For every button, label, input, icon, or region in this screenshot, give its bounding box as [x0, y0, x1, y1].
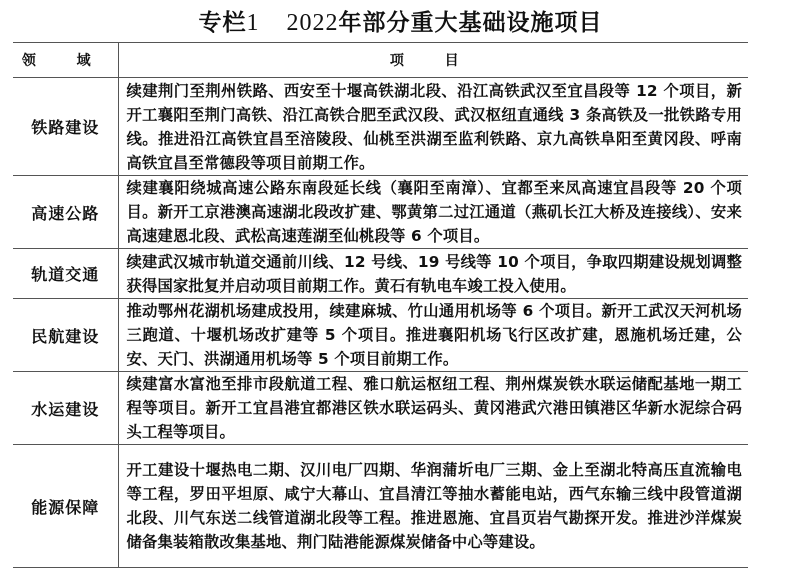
table-header-row — [13, 43, 748, 78]
projects-cell: 续建富水富池至排市段航道工程、雅口航运枢纽工程、荆州煤炭铁水联运储配基地一期工程等项目。新开工宜昌港宜都港区铁水联运码头、黄冈港武穴港田镇港区华新水泥综合码头工程等项目。 — [118, 372, 748, 445]
field-cell: 民航建设 — [13, 299, 118, 372]
title-year: 2022 — [286, 10, 339, 36]
table-row-civil-aviation — [13, 299, 748, 372]
field-cell: 轨道交通 — [13, 249, 118, 299]
field-cell: 铁路建设 — [13, 78, 118, 176]
table-row-rail-transit — [13, 249, 748, 299]
field-cell: 能源保障 — [13, 445, 118, 568]
projects-cell: 续建荆门至荆州铁路、西安至十堰高铁湖北段、沿江高铁武汉至宜昌段等 12 个项目，新开工襄阳至荆门高铁、沿江高铁合肥至武汉段、武汉枢纽直通线 3 条高铁及一批铁路专用线。推进沿江高铁宜昌至涪陵段、仙桃至洪湖至监利铁路、京九高铁阜阳至黄冈段、呼南高铁宜昌至常德段等项目前期工作。 — [118, 78, 748, 176]
title-number: 1 — [246, 10, 260, 36]
infrastructure-projects-table — [13, 42, 748, 568]
projects-cell: 开工建设十堰热电二期、汉川电厂四期、华润蒲圻电厂三期、金上至湖北特高压直流输电等工程，罗田平坦原、咸宁大幕山、宜昌清江等抽水蓄能电站，西气东输三线中段管道湖北段、川气东送二线管道湖北段等工程。推进恩施、宜昌页岩气勘探开发。推进沙洋煤炭储备集装箱散改集基地、荆门陆港能源煤炭储备中心等建设。 — [118, 445, 748, 568]
table-row-water-transport — [13, 372, 748, 445]
header-field: 领 域 — [13, 43, 118, 78]
table-row-highway — [13, 176, 748, 249]
header-projects: 项 目 — [118, 43, 748, 78]
field-cell: 高速公路 — [13, 176, 118, 249]
projects-cell: 推动鄂州花湖机场建成投用，续建麻城、竹山通用机场等 6 个项目。新开工武汉天河机场三跑道、十堰机场改扩建等 5 个项目。推进襄阳机场飞行区改扩建，恩施机场迁建，公安、天门、洪湖通用机场等 5 个项目前期工作。 — [118, 299, 748, 372]
table-row-railway — [13, 78, 748, 176]
title-prefix: 专栏 — [198, 10, 247, 36]
field-cell: 水运建设 — [13, 372, 118, 445]
table-row-energy — [13, 445, 748, 568]
projects-cell: 续建襄阳绕城高速公路东南段延长线（襄阳至南漳）、宜都至来凤高速宜昌段等 20 个项目。新开工京港澳高速湖北段改扩建、鄂黄第二过江通道（燕矶长江大桥及连接线）、安来高速建恩北段、武松高速莲湖至仙桃段等 6 个项目。 — [118, 176, 748, 249]
title-text: 年部分重大基础设施项目 — [338, 10, 603, 36]
page-title — [0, 4, 801, 37]
projects-cell: 续建武汉城市轨道交通前川线、12 号线、19 号线等 10 个项目，争取四期建设规划调整获得国家批复并启动项目前期工作。黄石有轨电车竣工投入使用。 — [118, 249, 748, 299]
